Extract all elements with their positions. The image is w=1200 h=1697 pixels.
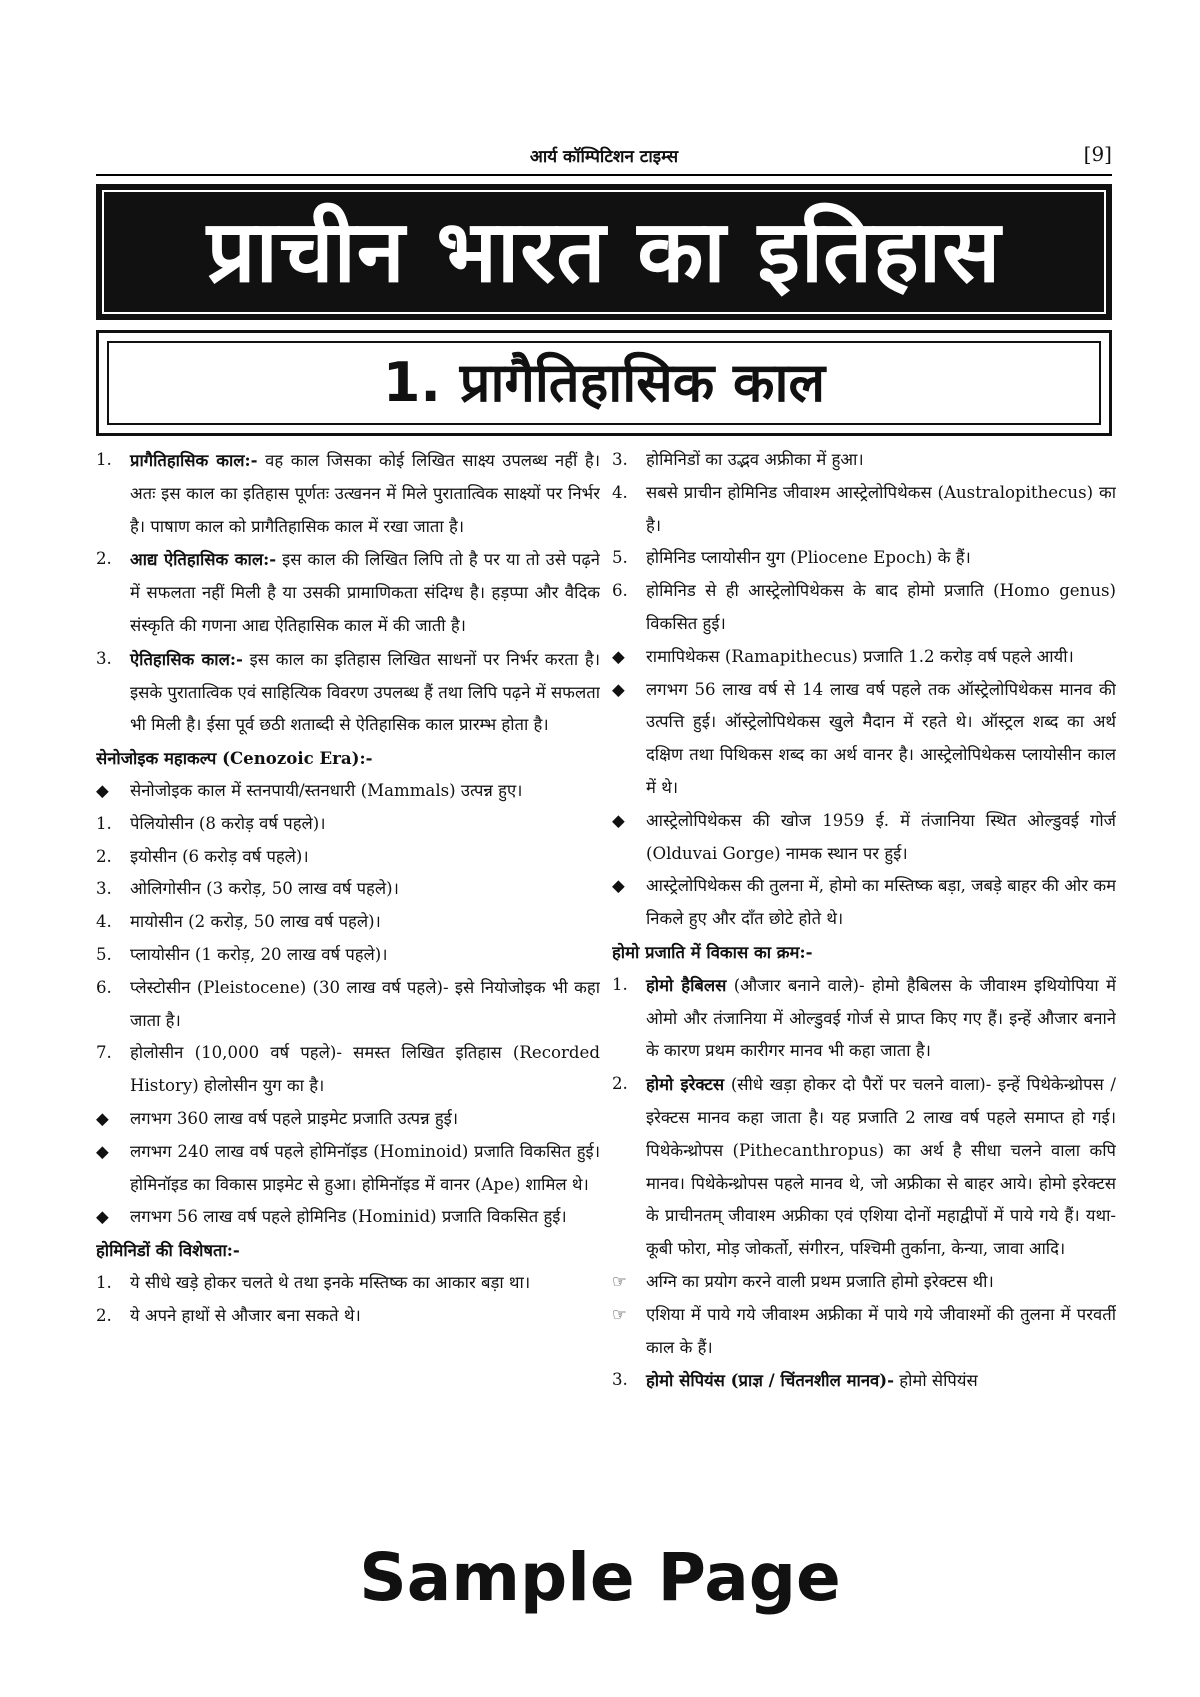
list-item-text [130, 906, 600, 939]
list-item [96, 1201, 600, 1234]
list-item-text [646, 575, 1116, 641]
list-item-text [646, 444, 1116, 477]
body-text: ओलिगोसीन (3 करोड़, 50 लाख वर्ष पहले)। [130, 879, 399, 899]
list-item [96, 939, 600, 972]
body-text: अग्नि का प्रयोग करने वाली प्रथम प्रजाति होमो इरेक्टस थी। [646, 1271, 994, 1291]
body-text: वह काल जिसका कोई लिखित साक्ष्य उपलब्ध नहीं है। अतः इस काल का इतिहास पूर्णतः उत्खनन में मिले पुरातात्विक साक्ष्यों पर निर्भर है। पाषाण काल को प्रागैतिहासिक काल में रखा जाता है। [130, 451, 600, 536]
list-item [612, 477, 1116, 543]
list-marker: ◆ [96, 1141, 109, 1161]
running-title: आर्य कॉम्पिटिशन टाइम्स [529, 147, 679, 167]
main-title-banner [96, 184, 1112, 320]
body-text: सबसे प्राचीन होमिनिड जीवाश्म आस्ट्रेलोपिथेकस (Australopithecus) का है। [646, 482, 1116, 535]
body-text: होमो सेपियंस [894, 1371, 978, 1391]
list-item-text [130, 841, 600, 874]
list-item [96, 1300, 600, 1333]
list-marker: 7. [96, 1043, 112, 1063]
list-item [96, 906, 600, 939]
body-text: प्लेस्टोसीन (Pleistocene) (30 लाख वर्ष पहले)- इसे नियोजोइक भी कहा जाता है। [130, 977, 600, 1030]
chapter-title-box [96, 330, 1112, 436]
list-marker: ◆ [96, 780, 109, 800]
list-item [96, 543, 600, 642]
body-text: ये सीधे खड़े होकर चलते थे तथा इनके मस्तिष्क का आकार बड़ा था। [130, 1272, 531, 1292]
term-bold: प्रागैतिहासिक काल:- [130, 450, 258, 470]
list-marker: ☞ [612, 1304, 627, 1324]
list-item-text [646, 641, 1116, 674]
list-item-text [130, 972, 600, 1038]
section-heading: होमिनिडों की विशेषता:- [96, 1240, 240, 1261]
list-item [612, 1266, 1116, 1299]
list-item [612, 542, 1116, 575]
running-header [96, 140, 1112, 176]
body-text: (औजार बनाने वाले)- होमो हैबिलस के जीवाश्म इथियोपिया में ओमो और तंजानिया में ओल्डुवई गोर्ज से प्राप्त किए गए हैं। इन्हें औजार बनाने के कारण प्रथम कारीगर मानव भी कहा जाता है। [646, 975, 1116, 1061]
list-item [612, 674, 1116, 805]
body-text: एशिया में पाये गये जीवाश्म अफ्रीका में पाये गये जीवाश्मों की तुलना में परवर्ती काल के हैं। [646, 1304, 1116, 1357]
list-marker: 5. [96, 944, 112, 964]
list-marker: ◆ [612, 810, 625, 830]
list-item [96, 1103, 600, 1136]
body-text: ये अपने हाथों से औजार बना सकते थे। [130, 1305, 361, 1325]
list-item-text [130, 444, 600, 543]
term-bold: होमो हैबिलस [646, 974, 727, 995]
list-marker: 2. [96, 846, 112, 866]
list-marker: ◆ [96, 1108, 109, 1128]
body-text: होमिनिड से ही आस्ट्रेलोपिथेकस के बाद होमो प्रजाति (Homo genus) विकसित हुई। [646, 581, 1116, 633]
list-item [96, 873, 600, 906]
list-marker: 3. [612, 450, 628, 469]
list-marker: ◆ [96, 1207, 109, 1227]
list-item-text [130, 543, 600, 642]
body-text: आस्ट्रेलोपिथेकस की खोज 1959 ई. में तंजानिया स्थित ओल्डुवई गोर्ज (Olduvai Gorge) नामक स्थान पर हुई। [646, 810, 1116, 863]
list-item [612, 444, 1116, 477]
body-text: रामापिथेकस (Ramapithecus) प्रजाति 1.2 करोड़ वर्ष पहले आयी। [646, 646, 1074, 666]
list-item [96, 775, 600, 808]
list-marker: 3. [612, 1370, 628, 1390]
list-item-text [646, 542, 1116, 575]
list-marker: 3. [96, 648, 112, 668]
body-text: होमिनिडों का उद्भव अफ्रीका में हुआ। [646, 450, 864, 469]
body-text: लगभग 240 लाख वर्ष पहले होमिनॉइड (Hominoid) प्रजाति विकसित हुई। होमिनॉइड का विकास प्राइमेट से हुआ। होमिनॉइड में वानर (Ape) शामिल थे। [130, 1141, 600, 1194]
list-item-text [646, 969, 1116, 1068]
right-column [612, 444, 1116, 1504]
list-item [612, 969, 1116, 1068]
list-item-text [130, 1201, 600, 1234]
list-item-text [130, 1136, 600, 1202]
section-heading: होमो प्रजाति में विकास का क्रम:- [612, 941, 813, 962]
list-item-text [130, 1267, 600, 1300]
body-text: इस काल का इतिहास लिखित साधनों पर निर्भर करता है। इसके पुरातात्विक एवं साहित्यिक विवरण उपलब्ध हैं तथा लिपि पढ़ने में सफलता भी मिली है। ईसा पूर्व छठी शताब्दी से ऐतिहासिक काल प्रारम्भ होता है। [130, 649, 600, 735]
list-marker: 2. [96, 1305, 112, 1325]
list-item-text [646, 805, 1116, 871]
term-bold: ऐतिहासिक काल:- [130, 648, 243, 669]
list-marker: 3. [96, 879, 112, 899]
list-marker: 4. [96, 912, 112, 932]
chapter-inner-border [107, 341, 1101, 425]
list-item-text [130, 1300, 600, 1333]
left-column [96, 444, 600, 1504]
list-item-text [646, 1299, 1116, 1365]
list-item [96, 808, 600, 841]
list-item-text [646, 1364, 1116, 1398]
list-item [96, 841, 600, 874]
section-heading: सेनोजोइक महाकल्प (Cenozoic Era):- [96, 748, 373, 769]
sample-page-watermark: Sample Page [359, 1539, 841, 1616]
list-item-text [130, 873, 600, 906]
list-marker: ☞ [612, 1271, 627, 1291]
list-marker: 5. [612, 548, 628, 568]
body-text: प्लायोसीन (1 करोड़, 20 लाख वर्ष पहले)। [130, 944, 388, 964]
list-item [612, 1068, 1116, 1266]
list-marker: 2. [612, 1074, 628, 1094]
list-item-text [646, 477, 1116, 543]
list-marker: 6. [612, 581, 628, 601]
list-item-text [130, 1037, 600, 1103]
body-text: (सीधे खड़ा होकर दो पैरों पर चलने वाला)- इन्हें पिथेकेन्थ्रोपस / इरेक्टस मानव कहा जाता है। यह प्रजाति 2 लाख वर्ष पहले समाप्त हो गई। पिथेकेन्थ्रोपस (Pithecanthropus) का अर्थ है सीधा चलने वाला कपि मानव। पिथेकेन्थ्रोपस पहले मानव थे, जो अफ्रीका से बाहर आये। होमो इरेक्टस के प्राचीनतम् जीवाश्म अफ्रीका एवं एशिया दोनों महाद्वीपों में पाये गये हैं। यथा- कूबी फोरा, मोड़ जोकर्तो, संगीरन, पश्चिमी तुर्काना, केन्या, जावा आदि। [646, 1075, 1116, 1259]
list-marker: 1. [612, 974, 628, 994]
list-item-text [130, 1103, 600, 1136]
list-marker: 1. [96, 1272, 112, 1292]
list-marker: 1. [96, 813, 112, 833]
list-item [96, 444, 600, 543]
body-text: लगभग 360 लाख वर्ष पहले प्राइमेट प्रजाति उत्पन्न हुई। [130, 1108, 459, 1128]
list-item-text [130, 643, 600, 742]
list-item [96, 643, 600, 742]
list-item-text [646, 1266, 1116, 1299]
list-marker: 2. [96, 549, 112, 569]
body-text: इयोसीन (6 करोड़ वर्ष पहले)। [130, 846, 309, 866]
list-item [612, 641, 1116, 674]
body-text: इस काल की लिखित लिपि तो है पर या तो उसे पढ़ने में सफलता नहीं मिली है या उसकी प्रामाणिकता संदिग्ध है। हड़प्पा और वैदिक संस्कृति की गणना आद्य ऐतिहासिक काल में की जाती है। [130, 550, 600, 635]
body-text: लगभग 56 लाख वर्ष पहले होमिनिड (Hominid) प्रजाति विकसित हुई। [130, 1207, 567, 1227]
list-marker: ◆ [612, 646, 625, 666]
list-item-text [130, 775, 600, 808]
list-item-text [130, 939, 600, 972]
list-item-text [646, 674, 1116, 805]
list-item-text [646, 1068, 1116, 1266]
list-item-text [646, 870, 1116, 936]
body-text: होलोसीन (10,000 वर्ष पहले)- समस्त लिखित इतिहास (Recorded History) होलोसीन युग का है। [130, 1043, 600, 1096]
list-marker: ◆ [612, 876, 625, 896]
list-item-text [130, 808, 600, 841]
term-bold: होमो सेपियंस (प्राज्ञ / चिंतनशील मानव)- [646, 1370, 895, 1391]
list-item [96, 972, 600, 1038]
list-marker: 1. [96, 450, 112, 469]
page-number: [9] [1083, 142, 1112, 166]
list-marker: ◆ [612, 679, 625, 699]
term-bold: आद्य ऐतिहासिक काल:- [130, 549, 277, 570]
list-item [612, 1364, 1116, 1398]
list-marker: 6. [96, 977, 112, 997]
list-marker: 4. [612, 482, 628, 502]
body-text: मायोसीन (2 करोड़, 50 लाख वर्ष पहले)। [130, 912, 381, 932]
body-text: पेलियोसीन (8 करोड़ वर्ष पहले)। [130, 813, 326, 833]
body-text: लगभग 56 लाख वर्ष से 14 लाख वर्ष पहले तक ऑस्ट्रेलोपिथेकस मानव की उत्पत्ति हुई। ऑस्ट्रेलोपिथेकस खुले मैदान में रहते थे। ऑस्ट्रल शब्द का अर्थ दक्षिण तथा पिथिकस शब्द का अर्थ वानर है। आस्ट्रेलोपिथेकस प्लायोसीन काल में थे। [646, 679, 1116, 797]
list-item [612, 870, 1116, 936]
list-item [96, 1267, 600, 1300]
body-text: सेनोजोइक काल में स्तनपायी/स्तनधारी (Mammals) उत्पन्न हुए। [130, 780, 523, 800]
body-text: आस्ट्रेलोपिथेकस की तुलना में, होमो का मस्तिष्क बड़ा, जबड़े बाहर की ओर कम निकले हुए और दाँत छोटे होते थे। [646, 876, 1116, 929]
list-item [96, 1037, 600, 1103]
list-item [612, 1299, 1116, 1365]
list-item [96, 1136, 600, 1202]
list-item [612, 575, 1116, 641]
list-item [612, 805, 1116, 871]
term-bold: होमो इरेक्टस [646, 1074, 725, 1095]
body-text: होमिनिड प्लायोसीन युग (Pliocene Epoch) के हैं। [646, 548, 971, 568]
main-title: प्राचीन भारत का इतिहास [206, 202, 1002, 302]
chapter-title: 1. प्रागैतिहासिक काल [382, 351, 826, 414]
